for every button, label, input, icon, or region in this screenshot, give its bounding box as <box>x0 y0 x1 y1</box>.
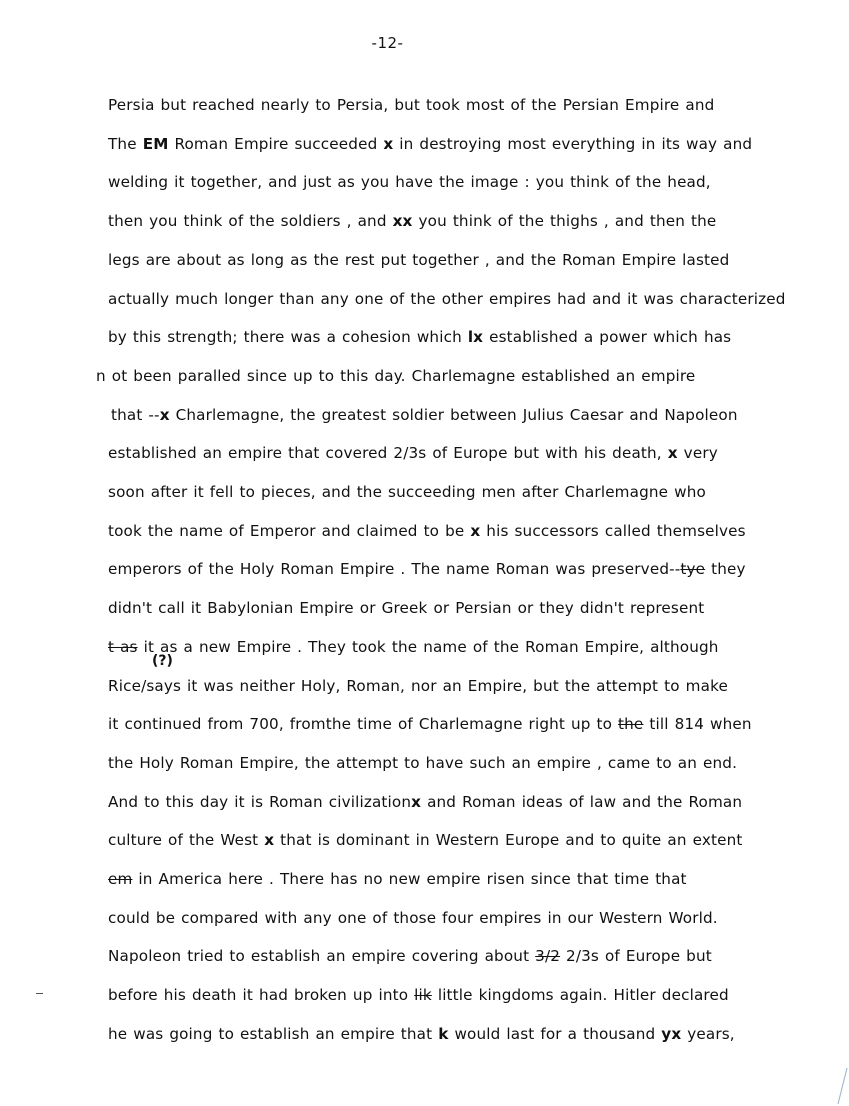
text-line <box>108 135 752 153</box>
text-run: you think of the thighs , and then the <box>412 212 717 231</box>
text-run: in destroying most everything in its way and <box>393 134 753 153</box>
text-run: years, <box>681 1024 735 1043</box>
text-line <box>108 986 729 1004</box>
overtyped-text: x <box>667 444 678 463</box>
overtyped-text: lx <box>467 328 484 347</box>
text-run: very <box>677 444 718 463</box>
text-line <box>108 947 712 965</box>
text-run: didn't call it Babylonian Empire or Greek or Persian or they didn't represent <box>108 599 705 618</box>
text-line <box>108 870 687 888</box>
text-run: n ot been paralled since up to this day. Charlemagne established an empire <box>96 366 696 385</box>
overtyped-text: x <box>470 521 481 540</box>
text-run: soon after it fell to pieces, and the succeeding men after Charlemagne who <box>108 483 706 501</box>
text-run: took the name of Emperor and claimed to be <box>108 521 471 540</box>
overtyped-text: x <box>159 405 170 424</box>
text-run: established an empire that covered 2/3s of Europe but with his death, <box>108 444 668 463</box>
overtyped-text: k <box>438 1024 449 1043</box>
text-run: it continued from 700, fromthe time of Charlemagne right up to <box>108 715 619 734</box>
text-line <box>108 522 746 540</box>
text-run: actually much longer than any one of the other empires had and it was characterized <box>108 289 786 308</box>
text-run: The <box>108 134 143 153</box>
text-line <box>108 290 786 308</box>
text-run: in America here . There has no new empire risen since that time that <box>132 870 687 888</box>
text-run: 2/3s of Europe but <box>560 947 712 966</box>
text-run: that -- <box>111 405 160 424</box>
text-run: Rice/says it was neither Holy, Roman, nor an Empire, but the attempt to make <box>108 676 728 695</box>
text-run: legs are about as long as the rest put together , and the Roman Empire lasted <box>108 250 730 269</box>
text-line <box>108 1025 735 1043</box>
text-run: And to this day it is Roman civilization <box>108 792 412 811</box>
corner-pencil-mark <box>835 1066 849 1106</box>
text-line <box>108 715 752 733</box>
struck-text: tye <box>680 560 706 579</box>
text-line <box>108 599 704 617</box>
text-run: would last for a thousand <box>448 1024 662 1043</box>
text-line <box>108 444 718 462</box>
text-line <box>108 251 729 269</box>
text-run: Persia but reached nearly to Persia, but took most of the Persian Empire and <box>108 96 715 114</box>
page-number: -12- <box>371 34 404 52</box>
text-run: his successors called themselves <box>480 521 746 540</box>
text-run: it as a new Empire . They took the name of the Roman Empire, although <box>137 637 719 656</box>
text-run: and Roman ideas of law and the Roman <box>421 792 743 811</box>
text-run: Roman Empire succeeded <box>168 134 384 153</box>
text-run: culture of the West <box>108 831 265 850</box>
handwritten-note: (?) <box>152 653 173 669</box>
text-run: Charlemagne, the greatest soldier between Julius Caesar and Napoleon <box>169 405 738 424</box>
struck-text: 3/2 <box>535 947 561 966</box>
text-run: he was going to establish an empire that <box>108 1024 439 1043</box>
text-line <box>108 793 742 811</box>
text-line <box>108 483 706 501</box>
overtyped-text: x <box>383 134 394 153</box>
overtyped-text: xx <box>392 212 413 231</box>
text-run: by this strength; there was a cohesion which <box>108 328 468 347</box>
text-line <box>111 406 738 424</box>
overtyped-text: x <box>264 831 275 850</box>
text-line <box>108 212 716 230</box>
overtyped-text: x <box>411 792 422 811</box>
text-line <box>108 560 746 578</box>
text-run: then you think of the soldiers , and <box>108 212 393 231</box>
overtyped-text: EM <box>142 134 169 153</box>
text-line <box>108 677 728 695</box>
text-line <box>108 173 711 191</box>
text-run: little kingdoms again. Hitler declared <box>431 986 729 1005</box>
text-run: established a power which has <box>483 328 732 347</box>
text-line <box>108 831 742 849</box>
text-line <box>96 367 695 385</box>
struck-text: t as <box>108 637 138 656</box>
text-line <box>108 328 731 346</box>
text-run: that is dominant in Western Europe and to quite an extent <box>274 831 743 850</box>
struck-text: the <box>618 715 644 734</box>
text-run: welding it together, and just as you have the image : you think of the head, <box>108 173 711 192</box>
text-run: the Holy Roman Empire, the attempt to have such an empire , came to an end. <box>108 753 738 772</box>
text-run: could be compared with any one of those four empires in our Western World. <box>108 908 718 927</box>
text-run: before his death it had broken up into <box>108 986 415 1005</box>
text-run: till 814 when <box>643 715 752 734</box>
overtyped-text: yx <box>661 1024 682 1043</box>
text-line <box>108 909 718 927</box>
struck-text: lik <box>414 986 432 1005</box>
margin-mark <box>36 993 43 994</box>
struck-text: em <box>108 870 133 888</box>
text-run: emperors of the Holy Roman Empire . The name Roman was preserved-- <box>108 560 681 579</box>
text-line <box>108 96 714 114</box>
text-run: they <box>705 560 746 579</box>
text-run: Napoleon tried to establish an empire covering about <box>108 947 536 966</box>
text-line <box>108 754 737 772</box>
text-line <box>108 638 719 656</box>
